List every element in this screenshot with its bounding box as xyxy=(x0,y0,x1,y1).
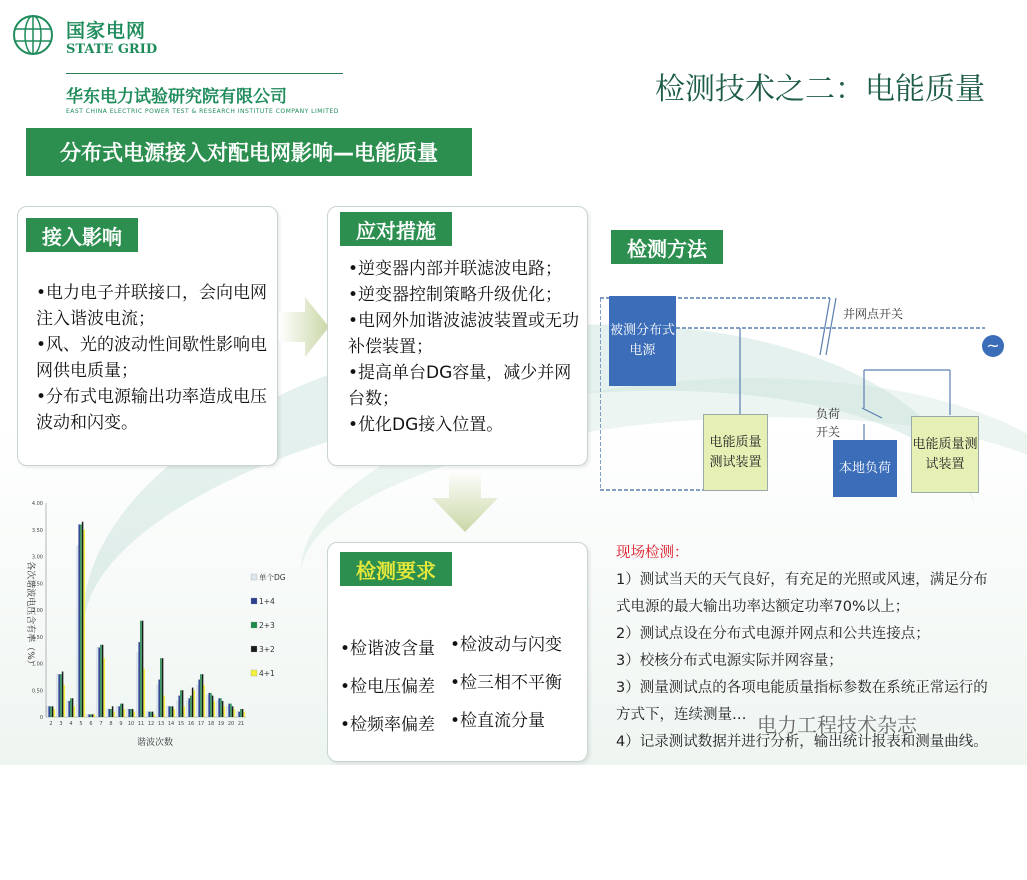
chart-bar xyxy=(217,701,219,717)
chart-bar xyxy=(127,709,129,717)
x-tick-label: 17 xyxy=(197,721,205,727)
chart-bar xyxy=(50,706,52,717)
chart-bar xyxy=(62,672,64,717)
requirement-item: •检三相不平衡 xyxy=(450,673,563,693)
x-tick-label: 7 xyxy=(99,721,103,727)
chart-bar xyxy=(242,709,244,717)
chart-bar xyxy=(98,647,100,717)
chart-bar xyxy=(237,712,239,717)
chart-bar xyxy=(164,696,166,717)
x-tick-label: 21 xyxy=(237,721,245,727)
chart-bar xyxy=(214,701,216,717)
chart-bar xyxy=(142,621,144,717)
chart-bar xyxy=(182,690,184,717)
chart-bar xyxy=(157,685,159,717)
chart-bar xyxy=(138,642,140,717)
chart-bar xyxy=(190,696,192,717)
x-tick-label: 5 xyxy=(79,721,83,727)
chart-bar xyxy=(160,658,162,717)
chart-y-label: 各次谐波电压含有率（%） xyxy=(25,561,35,669)
measures-line: •逆变器控制策略升级优化； xyxy=(348,285,563,305)
field-test-heading: 现场检测： xyxy=(616,545,689,561)
legend-swatch xyxy=(251,598,257,604)
chart-bar xyxy=(187,701,189,717)
legend-label: 4+1 xyxy=(259,669,275,678)
x-tick-label: 3 xyxy=(59,721,63,727)
x-tick-label: 10 xyxy=(127,721,135,727)
chart-bar xyxy=(167,706,169,717)
chart-bar xyxy=(152,712,154,717)
chart-bar xyxy=(204,685,206,717)
y-tick-label: 3.50 xyxy=(31,527,43,534)
chart-bar xyxy=(197,685,199,717)
measures-line: •电网外加谐波滤波装置或无功 xyxy=(348,311,580,331)
chart-bar xyxy=(117,706,119,717)
chart-bar xyxy=(198,680,200,717)
x-tick-label: 11 xyxy=(137,721,145,727)
institute-name-cn: 华东电力试验研究院有限公司 xyxy=(66,87,287,107)
chart-bar xyxy=(87,714,89,717)
y-tick-label: 2.50 xyxy=(31,581,43,588)
y-tick-label: 3.00 xyxy=(31,554,43,561)
chart-bar xyxy=(232,706,234,717)
chart-bar xyxy=(104,658,106,717)
chart-bar xyxy=(188,698,190,717)
chart-bar xyxy=(64,685,66,717)
chart-bar xyxy=(100,645,102,717)
chart-bar xyxy=(48,706,50,717)
chart-bar xyxy=(80,524,82,717)
field-test-line: 3）校核分布式电源实际并网容量； xyxy=(616,653,843,669)
method-title: 检测方法 xyxy=(611,230,723,264)
field-test-line: 3）测量测试点的各项电能质量指标参数在系统正常运行的方式下，连续测量… xyxy=(616,680,988,723)
x-tick-label: 18 xyxy=(207,721,215,727)
chart-bar xyxy=(178,696,180,717)
legend-swatch xyxy=(251,670,257,676)
x-tick-label: 13 xyxy=(157,721,165,727)
requirements-col-2 xyxy=(450,626,580,740)
requirement-item: •检波动与闪变 xyxy=(450,635,563,655)
chart-bar xyxy=(140,621,142,717)
chart-bar xyxy=(70,698,72,717)
y-tick-label: 2.00 xyxy=(31,608,43,614)
chart-bar xyxy=(240,709,242,717)
x-tick-label: 20 xyxy=(227,721,235,727)
chart-bar xyxy=(224,706,226,717)
chart-bar xyxy=(72,698,74,717)
chart-bar xyxy=(132,709,134,717)
section-banner: 分布式电源接入对配电网影响—电能质量 xyxy=(26,128,472,176)
chart-bar xyxy=(162,658,164,717)
chart-bar xyxy=(174,709,176,717)
impact-title: 接入影响 xyxy=(26,218,138,252)
chart-bars xyxy=(47,522,245,717)
y-tick-label: 4.00 xyxy=(31,501,43,507)
legend-label: 2+3 xyxy=(259,621,275,630)
chart-bar xyxy=(202,674,204,717)
x-tick-label: 8 xyxy=(109,721,113,727)
x-tick-label: 2 xyxy=(49,721,53,727)
arrow-right-icon xyxy=(279,297,329,357)
chart-bar xyxy=(124,709,126,717)
chart-bar xyxy=(144,669,146,717)
legend-swatch xyxy=(251,646,257,652)
y-tick-label: 0.50 xyxy=(31,688,43,695)
chart-bar xyxy=(60,674,62,717)
chart-bar xyxy=(130,709,132,717)
y-tick-label: 1.50 xyxy=(31,634,43,641)
requirements-title: 检测要求 xyxy=(340,552,452,586)
x-tick-label: 9 xyxy=(119,721,123,727)
impact-line: •风、光的波动性间歇性影响电 xyxy=(36,335,268,355)
chart-bar xyxy=(122,704,124,717)
chart-bar xyxy=(94,714,96,717)
chart-bar xyxy=(134,712,136,717)
chart-bar xyxy=(194,690,196,717)
local-load-block: 本地负荷 xyxy=(833,440,897,497)
pq-device-2-block: 电能质量测试装置 xyxy=(911,416,979,493)
chart-bar xyxy=(108,709,110,717)
company-name-cn: 国家电网 xyxy=(66,20,147,42)
chart-bar xyxy=(184,706,186,717)
chart-bar xyxy=(212,696,214,717)
chart-bar xyxy=(128,709,130,717)
measures-line: •逆变器内部并联滤波电路； xyxy=(348,259,563,279)
x-tick-label: 12 xyxy=(147,721,155,727)
chart-bar xyxy=(170,706,172,717)
state-grid-logo-icon xyxy=(12,14,54,56)
impact-line: •电力电子并联接口，会向电网 xyxy=(36,283,268,303)
chart-bar xyxy=(228,704,230,717)
slide-title: 检测技术之二：电能质量 xyxy=(655,72,985,107)
measures-list xyxy=(348,256,584,438)
chart-bar xyxy=(112,706,114,717)
chart-bar xyxy=(92,714,94,717)
chart-bar xyxy=(218,698,220,717)
field-test-line: 4）记录测试数据并进行分析，输出统计报表和测量曲线。 xyxy=(616,734,988,750)
legend-label: 1+4 xyxy=(259,597,275,606)
x-tick-label: 15 xyxy=(177,721,185,727)
chart-bar xyxy=(84,530,86,717)
chart-x-label: 谐波次数 xyxy=(136,738,174,748)
x-tick-label: 19 xyxy=(217,721,225,727)
chart-bar xyxy=(210,693,212,717)
chart-bar xyxy=(150,712,152,717)
chart-bar xyxy=(68,701,70,717)
chart-bar xyxy=(90,714,92,717)
chart-bar xyxy=(82,522,84,717)
requirement-item: •检频率偏差 xyxy=(340,715,436,735)
chart-bar xyxy=(110,709,112,717)
chart-bar xyxy=(102,645,104,717)
chart-bar xyxy=(158,680,160,717)
chart-bar xyxy=(52,706,54,717)
chart-bar xyxy=(244,712,246,717)
chart-bar xyxy=(54,709,56,717)
harmonic-chart xyxy=(20,495,300,750)
pcc-switch-label: 并网点开关 xyxy=(843,307,904,321)
chart-bar xyxy=(74,706,76,717)
load-switch-label: 负荷开关 xyxy=(816,407,841,439)
chart-bar xyxy=(148,712,150,717)
chart-bar xyxy=(180,690,182,717)
distributed-source-block: 被测分布式电源 xyxy=(609,296,676,386)
chart-bar xyxy=(172,706,174,717)
impact-list xyxy=(36,280,272,436)
impact-line: •分布式电源输出功率造成电压 xyxy=(36,387,268,407)
chart-bar xyxy=(118,706,120,717)
chart-bar xyxy=(177,701,179,717)
chart-bar xyxy=(147,712,149,717)
chart-legend xyxy=(251,572,286,678)
company-name-en: STATE GRID xyxy=(66,42,158,57)
measures-line: •优化DG接入位置。 xyxy=(348,415,504,435)
chart-bar xyxy=(58,674,60,717)
y-tick-label: 1.00 xyxy=(31,661,43,668)
chart-bar xyxy=(57,674,59,717)
chart-bar xyxy=(234,709,236,717)
header-divider xyxy=(66,73,343,74)
legend-label: 单个DG xyxy=(259,573,286,582)
chart-bar xyxy=(208,693,210,717)
x-tick-label: 16 xyxy=(187,721,195,727)
field-test-line: 2）测试点设在分布式电源并网点和公共连接点； xyxy=(616,626,930,642)
legend-swatch xyxy=(251,574,257,580)
chart-bar xyxy=(137,653,139,717)
watermark: 电力工程技术杂志 xyxy=(757,713,917,737)
chart-bar xyxy=(200,674,202,717)
measures-line: •提高单台DG容量，减少并网 xyxy=(348,363,572,383)
institute-name-en: EAST CHINA ELECTRIC POWER TEST & RESEARCH INSTITUTE COMPANY LIMITED xyxy=(66,108,339,115)
chart-bar xyxy=(67,701,69,717)
chart-bar xyxy=(120,704,122,717)
measures-line: 补偿装置； xyxy=(348,337,433,357)
x-tick-label: 6 xyxy=(89,721,93,727)
chart-bar xyxy=(227,706,229,717)
requirement-item: •检直流分量 xyxy=(450,711,546,731)
pq-device-1-block: 电能质量测试装置 xyxy=(703,414,768,491)
impact-line: 注入谐波电流； xyxy=(36,309,155,329)
requirements-col-1 xyxy=(340,630,450,744)
chart-bar xyxy=(107,709,109,717)
arrow-down-icon xyxy=(432,470,498,532)
impact-line: 网供电质量； xyxy=(36,361,138,381)
legend-label: 3+2 xyxy=(259,645,275,654)
impact-line: 波动和闪变。 xyxy=(36,413,138,433)
measures-line: 台数； xyxy=(348,389,399,409)
requirement-item: •检谐波含量 xyxy=(340,639,436,659)
chart-bar xyxy=(222,701,224,717)
chart-bar xyxy=(77,546,79,717)
legend-swatch xyxy=(251,622,257,628)
chart-bar xyxy=(88,714,90,717)
chart-bar xyxy=(207,696,209,717)
chart-bar xyxy=(154,714,156,717)
chart-bar xyxy=(220,698,222,717)
field-test-line: 1）测试当天的天气良好，有充足的光照或风速，满足分布式电源的最大输出功率达额定功率70%以上； xyxy=(616,572,988,615)
chart-grid xyxy=(46,503,246,717)
y-tick-label: 0 xyxy=(39,715,43,721)
requirement-item: •检电压偏差 xyxy=(340,677,436,697)
x-tick-label: 14 xyxy=(167,721,175,727)
x-tick-label: 4 xyxy=(69,721,73,727)
measures-title: 应对措施 xyxy=(340,212,452,246)
chart-bar xyxy=(47,706,49,717)
chart-bar xyxy=(238,712,240,717)
chart-bar xyxy=(168,706,170,717)
chart-bar xyxy=(97,647,99,717)
chart-bar xyxy=(78,524,80,717)
chart-bar xyxy=(114,712,116,717)
grid-source-icon: ~ xyxy=(982,335,1004,357)
chart-bar xyxy=(192,688,194,717)
chart-bar xyxy=(230,704,232,717)
